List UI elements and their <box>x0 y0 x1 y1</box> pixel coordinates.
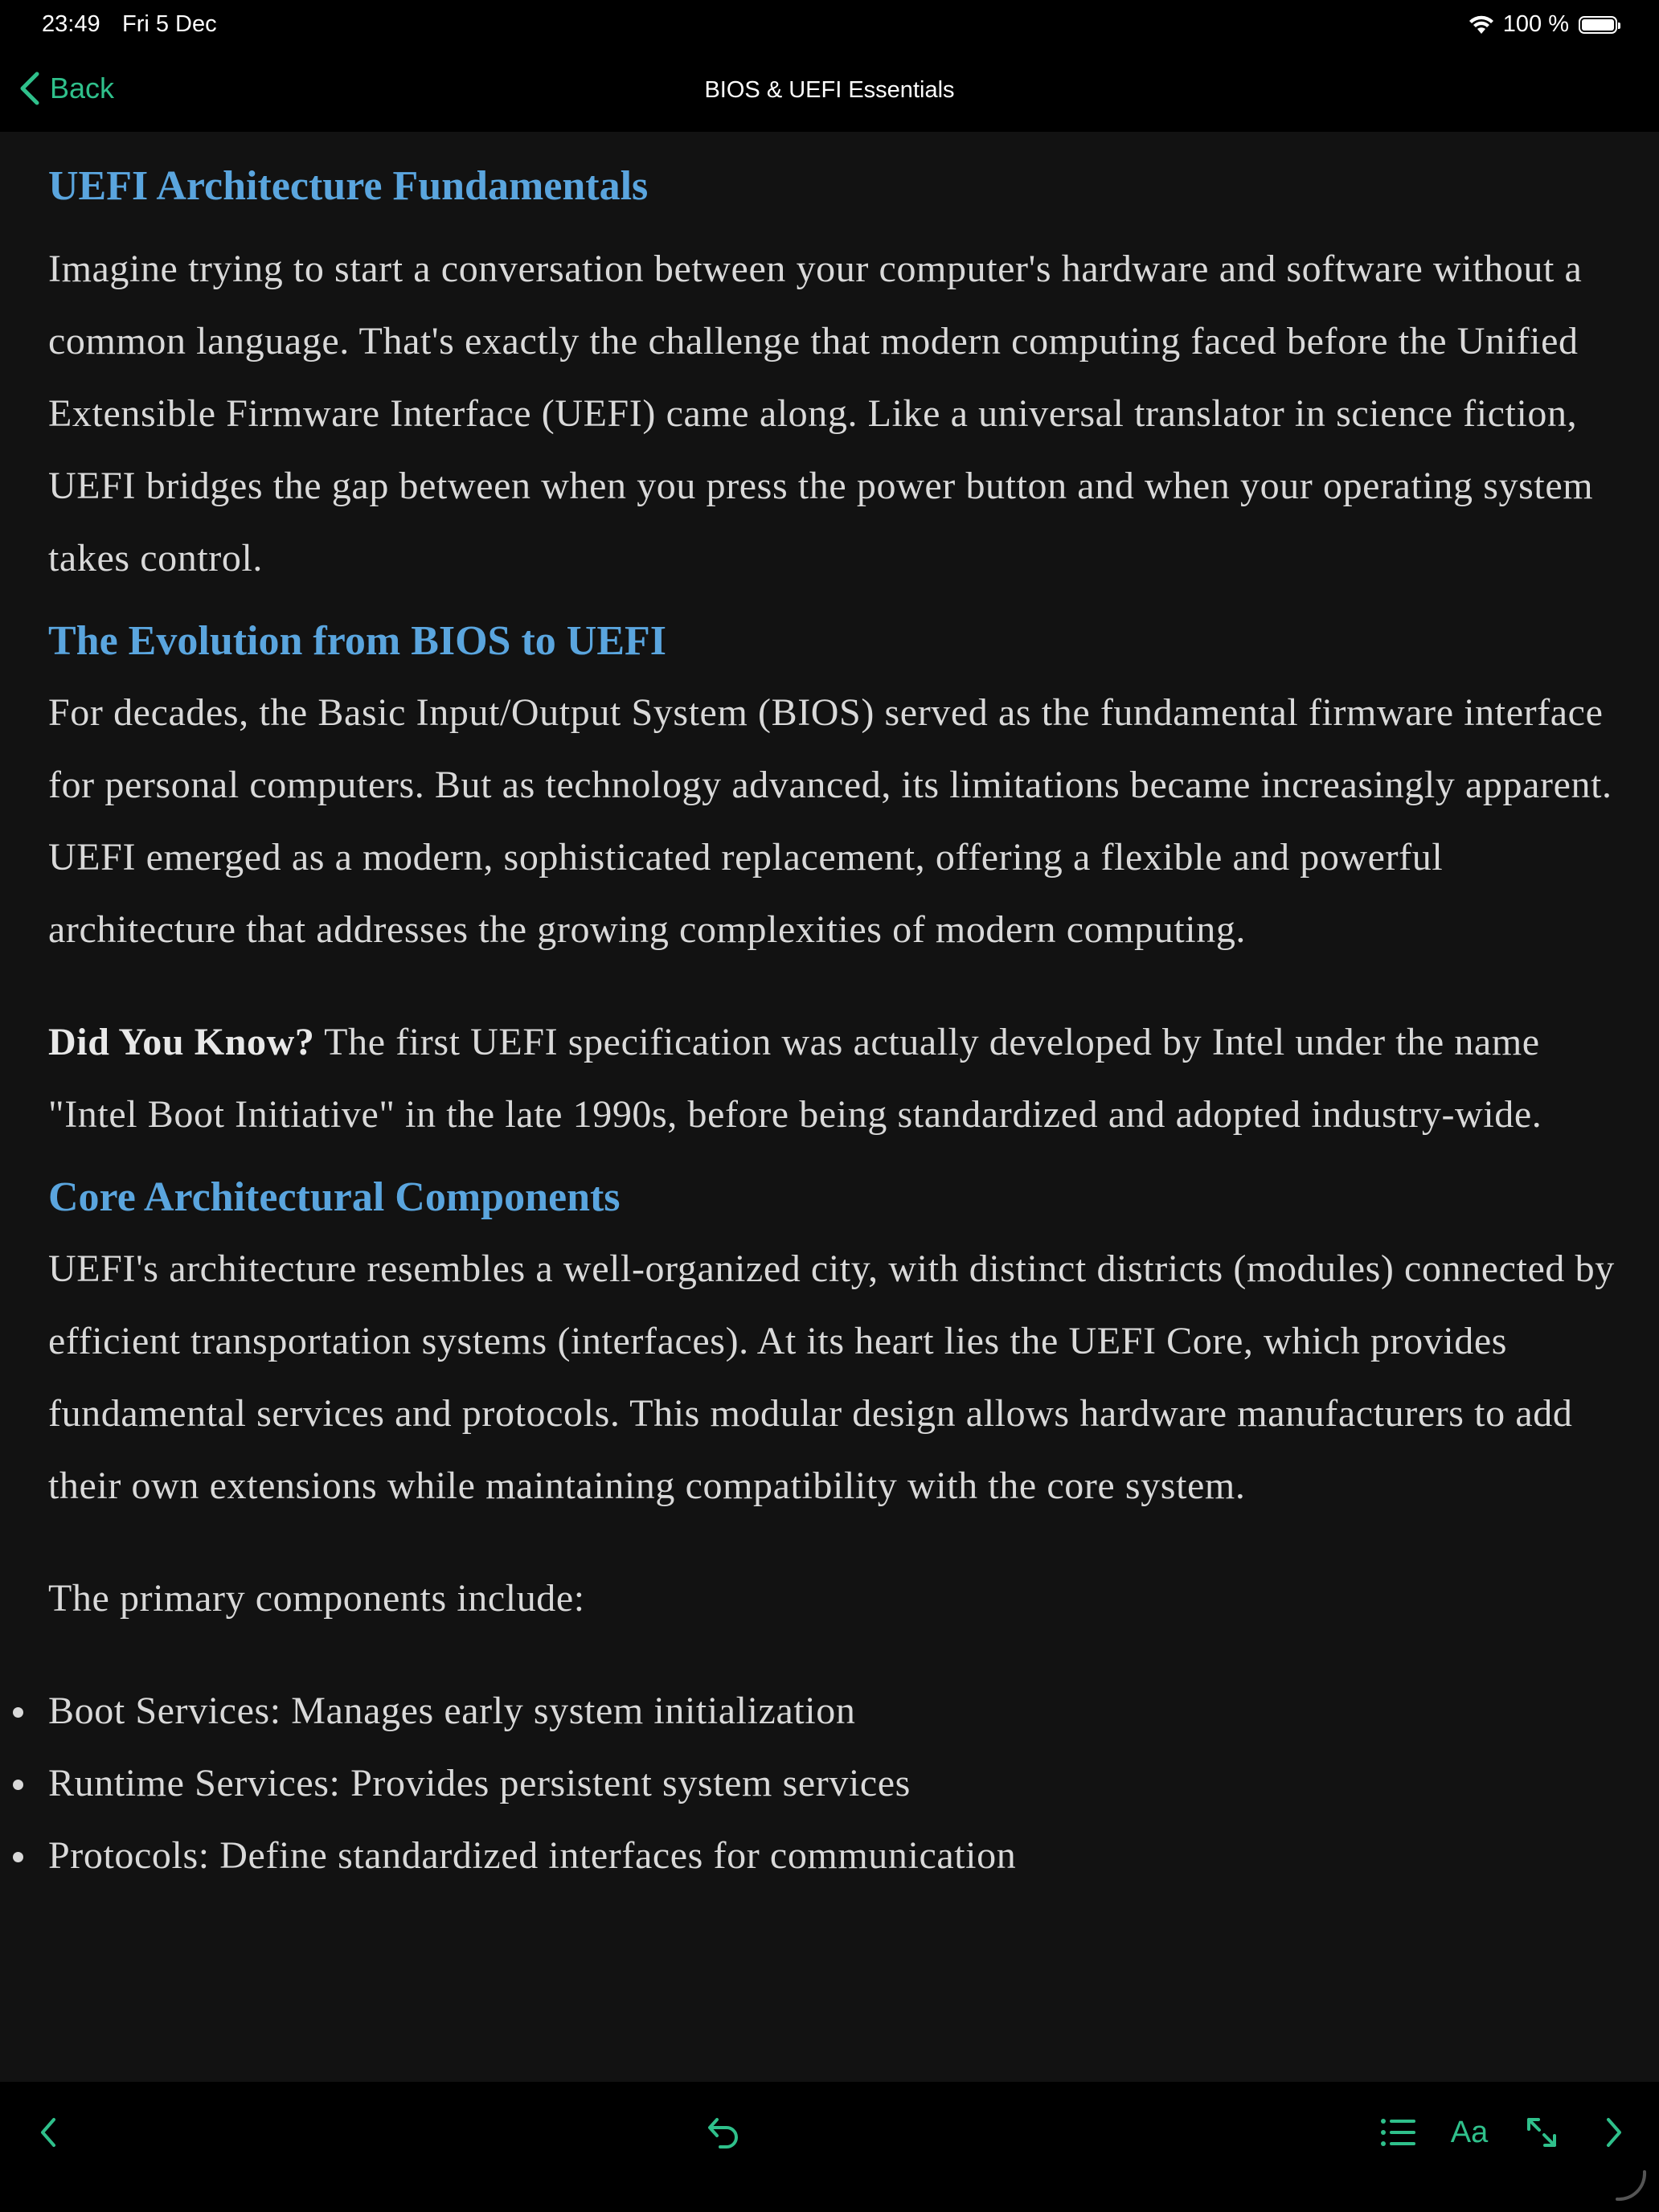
heading-evolution: The Evolution from BIOS to UEFI <box>48 618 667 664</box>
status-bar <box>0 0 1659 51</box>
fullscreen-button[interactable] <box>1519 2112 1564 2153</box>
font-settings-button[interactable]: Aa <box>1450 2115 1489 2149</box>
list-item: Protocols: Define standardized interfaces for communication <box>48 1820 1624 1892</box>
components-list <box>48 1675 1624 1892</box>
battery-icon <box>1579 16 1617 34</box>
previous-page-button[interactable] <box>32 2112 64 2153</box>
status-indicators <box>1468 11 1617 38</box>
wifi-icon <box>1468 14 1495 35</box>
book-title: BIOS & UEFI Essentials <box>704 77 955 103</box>
expand-icon <box>1524 2115 1559 2150</box>
article <box>48 161 1624 1892</box>
paragraph-primary-components: The primary components include: <box>48 1577 585 1620</box>
chevron-left-icon <box>39 2116 58 2149</box>
next-page-button[interactable] <box>1598 2112 1630 2153</box>
list-icon <box>1380 2118 1417 2147</box>
battery-percentage: 100 % <box>1502 11 1569 37</box>
undo-icon <box>706 2115 741 2150</box>
status-date: Fri 5 Dec <box>122 11 217 37</box>
chevron-right-icon <box>1604 2116 1624 2149</box>
list-item: Boot Services: Manages early system initialization <box>48 1675 1624 1747</box>
paragraph-evolution: For decades, the Basic Input/Output System (BIOS) served as the fundamental firmware interface for personal computers. But as technology advanced, its limitations became increasingly apparent. UEFI emerged as a modern, sophisticated replacement, offering a flexible and powerful architecture that addresses the growing complexities of modern computing. <box>48 691 1612 951</box>
back-label: Back <box>50 72 115 104</box>
heading-uefi-architecture: UEFI Architecture Fundamentals <box>48 163 649 209</box>
heading-core-components: Core Architectural Components <box>48 1174 621 1220</box>
did-you-know-text: The first UEFI specification was actually developed by Intel under the name "Intel Boot Initiative" in the late 1990s, before being standardized and adopted industry-wide. <box>48 1021 1542 1136</box>
did-you-know-label: Did You Know? <box>48 1021 315 1063</box>
did-you-know-callout <box>48 1006 1624 1151</box>
list-item: Runtime Services: Provides persistent system services <box>48 1747 1624 1820</box>
paragraph-core-components: UEFI's architecture resembles a well-organized city, with distinct districts (modules) connected by efficient transportation systems (interfaces). At its heart lies the UEFI Core, which provides fundamental services and protocols. This modular design allows hardware manufacturers to add their own extensions while maintaining compatibility with the core system. <box>48 1247 1615 1507</box>
resize-handle-icon[interactable] <box>1612 2167 1648 2202</box>
table-of-contents-button[interactable] <box>1376 2112 1421 2153</box>
reader-content[interactable] <box>0 132 1659 2082</box>
reader-toolbar <box>0 2082 1659 2212</box>
navigation-bar <box>0 51 1659 132</box>
status-time: 23:49 <box>42 11 100 37</box>
undo-button[interactable] <box>701 2112 746 2153</box>
paragraph-intro: Imagine trying to start a conversation between your computer's hardware and software without a common language. That's exactly the challenge that modern computing faced before the Unified Extensible Firmware Interface (UEFI) came along. Like a universal translator in science fiction, UEFI bridges the gap between when you press the power button and when your operating system takes control. <box>48 248 1594 580</box>
